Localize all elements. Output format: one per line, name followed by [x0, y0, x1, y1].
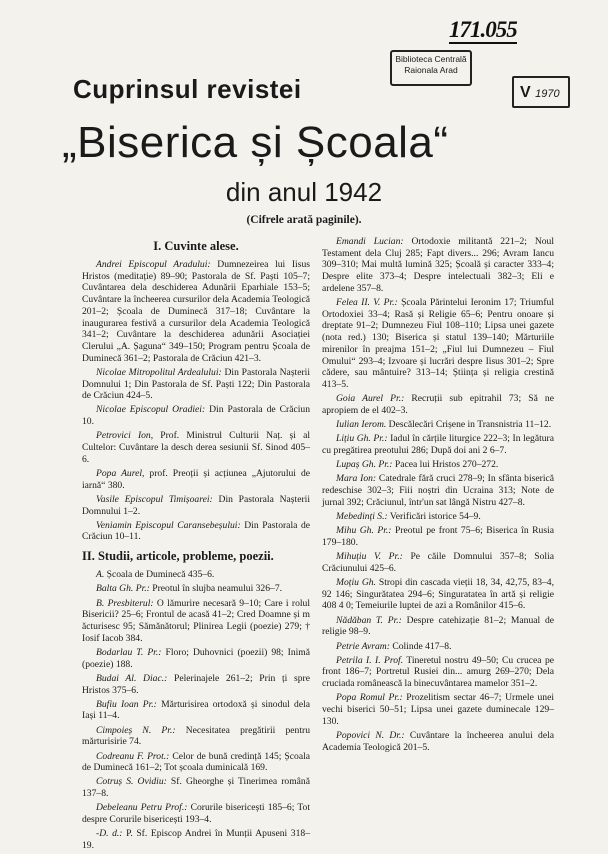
author-name: Bufiu Ioan Pr.: [96, 698, 157, 710]
section-1-list [82, 259, 310, 543]
contents-entry [322, 419, 554, 431]
entry-text: Prozelitism sectar 46–7; Urmele unei vechi biserici 50–51; Lipsa unei gazete duminecale 129–130. [322, 692, 554, 727]
entry-text: Dumnezeirea lui Iisus Hristos (meditație) 89–90; Pastorala de Sf. Paști 105–7; Cuvântarea dela deschiderea Adunării Eparhiale 153–5; Cuvântare la încheerea cursurilor dela Academia Teologică 201–2; Școala de Duminecă 317–18; Cuvântare la inaugurarea festivă a cursurilor dela Academia Teologică 341–2; Cuvântare la deschiderea adunării Asociației Clerului „A. Șaguna“ 349–150; Program pentru Școala de Duminecă 361–2; Pastorala de Crăciun 421–3. [82, 259, 310, 364]
author-name: Codreanu F. Prot.: [96, 750, 170, 762]
contents-entry [82, 802, 310, 825]
contents-entry [82, 598, 310, 645]
right-column [322, 236, 554, 756]
author-name: Lițiu Gh. Pr.: [336, 433, 388, 445]
author-name: Mara Ion: [336, 473, 377, 485]
entry-text: Despre catehizație 81–2; Manual de religie 98–9. [322, 614, 555, 638]
author-name: Popa Aurel, [96, 467, 145, 479]
contents-entry [82, 520, 310, 543]
entry-text: Celor de bună credință 145; Școala de Duminecă 161–2; Tot școala duminicală 169. [82, 750, 310, 774]
contents-entry [82, 647, 310, 670]
entry-text: Preotul în slujba neamului 326–7. [149, 583, 283, 595]
contents-entry [82, 776, 310, 799]
entry-text: Mărturisirea ortodoxă și sinodul dela Iași 11–4. [82, 698, 311, 722]
entry-text: Tineretul nostru 49–50; Cu crucea pe front 186–7; Portretul Rusiei din... amurg 269–270; Dela cruciada românească la binecuvântarea mamelor 351–2. [322, 654, 554, 690]
contents-entry [82, 751, 310, 774]
entry-text: Din Pastorala Nașterii Domnului 1–2. [82, 493, 310, 517]
entry-text: Din Pastorala de Crăciun 10–11. [82, 519, 310, 543]
section-heading-cuvinte: I. Cuvinte alese. [153, 239, 239, 253]
author-name: Vasile Episcopul Timișoarei: [96, 493, 213, 505]
contents-entry [82, 494, 310, 517]
entry-text: Verificări istorice 54–9. [387, 510, 481, 522]
author-name: Mihuțiu V. Pr.: [336, 551, 403, 563]
contents-entry [322, 692, 554, 727]
contents-entry [82, 404, 310, 427]
author-name: Veniamin Episcopul Caransebeșului: [96, 519, 241, 531]
entry-text: Școala Părintelui Ieronim 17; Triumful Ortodoxiei 33–4; Rasă și Religie 65–6; Pentru onoare și dreptate 91–2; Dumnezeu Fiul 108–110; Lipsa unei gazete (nota red.) 130; Biserica și statul 139–140; Mărturiile mirenilor în preajma 151–2; „Fiul lui Dumnezeu – Fiul Omului“ 293–4; Izvoare și lucrări despre Iisus 301–2; Spre cădere, sau mântuire? 313–14; Știința și religia crestină 413–5. [322, 297, 555, 390]
entry-text: Pe căile Domnului 357–8; Solia Crăciunului 425–6. [322, 551, 554, 574]
author-name: Petrovici Ion, [96, 430, 154, 442]
author-name: Felea II. V. Pr.: [336, 297, 398, 309]
contents-entry [82, 468, 310, 491]
entry-text: Ortodoxie militantă 221–2; Noul Testament dela Cluj 285; Fapt divers... 296; Avram Iancu 309–310; Mai multă lumină 325; Școală și caracter 333–4; Despre elite 373–4; Despre intelectuali 382–3; Eli e ardelene 357–8. [322, 236, 555, 294]
contents-entry [322, 655, 554, 690]
author-name: Goia Aurel Pr.: [336, 393, 405, 405]
left-column [82, 236, 310, 854]
author-name: Nădăban T. Pr.: [336, 614, 402, 626]
year-subtitle: din anul 1942 [225, 177, 383, 207]
contents-heading: Cuprinsul revistei [73, 74, 302, 104]
author-name: Nicolae Mitropolitul Ardealului: [96, 366, 222, 378]
section-2-continued-list [322, 236, 554, 753]
entry-text: Cuvântare la încheerea anului dela Academia Teologică 201–5. [322, 729, 554, 753]
author-name: Cimpoieș N. Pr.: [96, 724, 176, 736]
stamp-line-1: Biblioteca Centrală [395, 54, 467, 64]
entry-text: Sf. Gheorghe și Tinerimea română 137–8. [82, 776, 310, 800]
contents-entry [322, 577, 554, 612]
journal-title: „Biserica și Școala“ [62, 118, 449, 167]
entry-text: Din Pastorala Nașterii Domnului 1; Din Pastorala de Sf. Paști 122; Din Pastorala de Crăciun 424–5. [82, 366, 310, 402]
author-name: Popa Romul Pr.: [336, 692, 403, 704]
author-name: Moțiu Gh. [336, 576, 376, 588]
entry-text: Recruții sub epitrahil 73; Să ne apropiem de el 402–3. [322, 393, 554, 416]
section-2-list [82, 569, 310, 851]
author-name: Petrie Avram: [336, 640, 390, 652]
contents-entry [322, 473, 554, 508]
contents-entry [82, 367, 310, 402]
author-name: Emandi Lucian: [336, 236, 404, 247]
contents-entry [322, 236, 554, 295]
entry-text: Stropi din cascada vieții 18, 34, 42,75, 83–4, 92 146; Singurătatea 294–6; Singuratatea în artă și religie 408 4 0; Temeiurile luptei de azi a Românilor 415–6. [322, 576, 554, 612]
volume-mark-stamp [512, 76, 570, 108]
mark-year: 1970 [535, 88, 560, 100]
entry-text: Floro; Duhovnici (poezii) 98; Inimă (poezie) 188. [82, 646, 311, 670]
entry-text: Preotul pe front 75–6; Biserica în Rusia 179–180. [322, 525, 554, 548]
author-name: Lupaș Gh. Pr.: [336, 459, 393, 471]
author-name: Debeleanu Petru Prof.: [96, 802, 188, 814]
author-name: Cotruș S. Ovidiu: [96, 776, 167, 788]
contents-entry [322, 730, 554, 753]
contents-entry [322, 459, 554, 471]
handwritten-inventory-number: 171.055 [449, 17, 517, 42]
entry-text: O lămurire necesară 9–10; Care i rolul Bisericii? 25–6; Frontul de acasă 41–2; Cred Doamne și m ăcturisesc 95; Sămănătorul; Plinirea Legii (poezie) 279; † Iosif Iacob 384. [82, 597, 310, 644]
library-stamp [390, 50, 472, 86]
author-name: Popovici N. Dr.: [336, 729, 405, 741]
contents-entry [322, 297, 554, 391]
author-name: B. Presbiterul: [96, 597, 154, 609]
author-name: Budai Al. Diac.: [96, 672, 168, 684]
entry-text: Școala de Duminecă 435–6. [104, 569, 215, 581]
mark-letter: V [520, 84, 531, 101]
entry-text: Din Pastorala de Crăciun 10. [82, 404, 310, 428]
contents-entry [322, 615, 554, 638]
contents-entry [322, 641, 554, 653]
entry-text: P. Sf. Episcop Andrei în Munții Apuseni 318–19. [82, 828, 310, 851]
author-name: Iulian Ierom. [336, 419, 387, 431]
entry-text: Necesitatea pregătirii pentru mărturisirie 74. [82, 724, 310, 748]
contents-entry [322, 551, 554, 574]
contents-entry [82, 828, 310, 851]
contents-entry [82, 725, 310, 748]
author-name: Mihu Gh. Pr.: [336, 525, 392, 537]
author-name: Bodarlau T. Pr.: [96, 646, 162, 658]
contents-entry [82, 569, 310, 581]
author-name: Andrei Episcopul Aradului: [96, 259, 211, 270]
contents-entry [322, 525, 554, 548]
contents-entry [322, 511, 554, 523]
entry-text: Prof. Ministrul Culturii Naț. și al Cultelor: Cuvântare la desch derea sesiunii Sf. Sinod 405–6. [82, 430, 310, 465]
contents-entry [82, 430, 310, 465]
entry-text: prof. Preoții și acțiunea „Ajutorului de iarnă“ 380. [82, 467, 310, 491]
contents-entry [82, 699, 310, 722]
entry-text: Pacea lui Hristos 270–272. [392, 459, 499, 471]
entry-text: Catedrale fără cruci 278–9; In sfânta biserică redeschise 302–3; Fiii noștri din Ucraina 313; Note de jurnal 392; Crăciunul, într'un sat lângă Nistru 427–8. [322, 473, 554, 508]
page-numbers-note: (Cifrele arată paginile). [246, 214, 362, 226]
entry-text: Iadul în cărțile liturgice 222–3; In legătura cu pregătirea preotului 286; După doi ani 2 6–7. [322, 433, 554, 456]
contents-entry [82, 259, 310, 364]
author-name: Nicolae Episcopul Oradiei: [96, 404, 206, 416]
stamp-line-2: Raionala Arad [404, 65, 458, 75]
contents-entry [322, 433, 554, 456]
entry-text: Corurile bisericești 185–6; Tot despre Corurile bisericești 193–4. [82, 802, 311, 826]
contents-entry [322, 393, 554, 416]
contents-entry [82, 583, 310, 595]
contents-entry [82, 673, 310, 696]
entry-text: Colinde 417–8. [389, 640, 452, 652]
section-heading-studii: II. Studii, articole, probleme, poezii. [82, 549, 274, 564]
author-name: Mebedinți S.: [336, 510, 388, 522]
author-name: -D. d.: [96, 828, 123, 840]
author-name: Balta Gh. Pr.: [96, 583, 150, 595]
entry-text: Descălecări Crișene in Transnistria 11–12. [386, 419, 552, 431]
author-name: Petrila I. I. Prof. [336, 654, 404, 666]
author-name: A. [96, 569, 105, 581]
entry-text: Pelerinajele 261–2; Prin ți spre Hristos 375–6. [82, 672, 310, 696]
